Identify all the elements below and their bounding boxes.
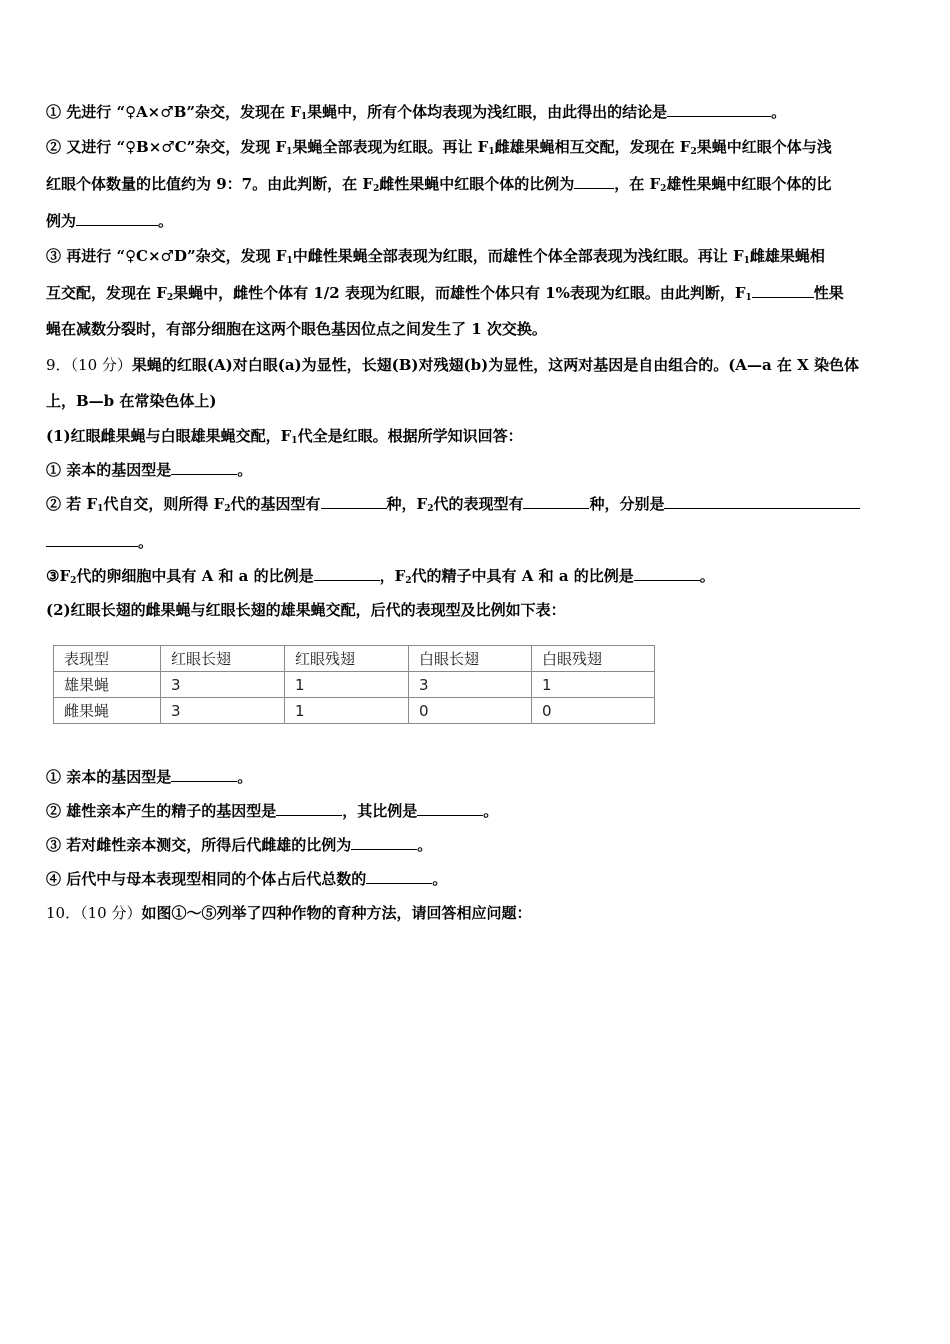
text: ③ 再进行 “♀C×♂D”杂交，发现 F	[46, 247, 287, 265]
text: 果蝇全部表现为红眼。再让 F	[292, 138, 489, 156]
text: 。	[771, 103, 787, 121]
table-header-row	[54, 646, 655, 672]
text: 上，B—b 在常染色体上)	[46, 392, 217, 410]
text: 。	[237, 768, 253, 786]
text: 中雌性果蝇全部表现为红眼，而雄性个体全部表现为浅红眼。再让 F	[292, 247, 744, 265]
subscript: 2	[70, 576, 77, 586]
subscript: 2	[372, 184, 380, 194]
text: 。	[237, 461, 253, 479]
text: ③ 若对雌性亲本测交，所得后代雌雄的比例为	[46, 836, 352, 854]
answer-blank[interactable]	[321, 494, 387, 509]
text: ① 亲本的基因型是	[46, 768, 172, 786]
text: 代的表现型有	[433, 495, 524, 513]
table-cell: 3	[161, 672, 285, 698]
table-header-cell: 白眼残翅	[532, 646, 655, 672]
q9-part1-heading	[46, 426, 906, 446]
text: 种，分别是	[589, 495, 665, 513]
subscript: 2	[166, 293, 174, 303]
text: 雌雄果蝇相互交配，发现在 F	[494, 138, 691, 156]
text: 。	[432, 870, 448, 888]
text: 蝇在减数分裂时，有部分细胞在这两个眼色基因位点之间发生了 1 次交换。	[46, 320, 547, 338]
text: 如图①～⑤列举了四种作物的育种方法，请回答相应问题：	[141, 904, 532, 922]
phenotype-table	[53, 645, 655, 724]
q9-intro-line-2	[46, 391, 906, 411]
answer-blank[interactable]	[634, 566, 700, 581]
subscript: 1	[743, 256, 750, 266]
answer-blank[interactable]	[667, 102, 771, 117]
text: ② 雄性亲本产生的精子的基因型是	[46, 802, 277, 820]
text: 。	[138, 533, 154, 551]
q8-line-5	[46, 246, 906, 266]
subscript: 1	[291, 436, 298, 446]
text: ② 又进行 “♀B×♂C”杂交，发现 F	[46, 138, 287, 156]
text: 种，F	[386, 495, 428, 513]
text: 果蝇的红眼(A)对白眼(a)为显性，长翅(B)对残翅(b)为显性，这两对基因是自由组合的。(A—a 在 X 染色体	[131, 356, 859, 374]
table-cell: 1	[532, 672, 655, 698]
q8-line-3	[46, 174, 906, 194]
answer-blank[interactable]	[574, 174, 614, 189]
table-cell: 0	[532, 698, 655, 724]
subscript: 1	[745, 293, 752, 303]
subscript: 2	[427, 504, 434, 514]
text: (1)红眼雌果蝇与白眼雄果蝇交配，F	[46, 427, 292, 445]
text: 果蝇中红眼个体与浅	[696, 138, 832, 156]
text: (2)红眼长翅的雌果蝇与红眼长翅的雄果蝇交配，后代的表现型及比例如下表：	[46, 601, 566, 619]
text: 果蝇中，雌性个体有 1/2 表现为红眼，而雄性个体只有 1%表现为红眼。由此判断，F	[173, 284, 746, 302]
table-header-cell: 白眼长翅	[409, 646, 532, 672]
q9-part1-item-2-cont	[46, 532, 906, 552]
q9-part1-item-2	[46, 494, 906, 514]
answer-blank[interactable]	[417, 801, 483, 816]
text: ，其比例是	[342, 802, 418, 820]
text: ，在 F	[614, 175, 661, 193]
answer-blank[interactable]	[314, 566, 380, 581]
text: ① 亲本的基因型是	[46, 461, 172, 479]
subscript: 1	[488, 147, 495, 157]
answer-blank[interactable]	[752, 283, 814, 298]
answer-blank[interactable]	[664, 494, 860, 509]
text: 代全是红眼。根据所学知识回答：	[297, 427, 523, 445]
q9-intro-line-1	[46, 355, 906, 375]
q8-line-7	[46, 319, 906, 339]
text: 例为	[46, 212, 77, 230]
q8-line-1	[46, 102, 906, 122]
q8-line-6	[46, 283, 906, 303]
q10-intro	[46, 903, 906, 923]
text: 。	[483, 802, 499, 820]
table-row	[54, 698, 655, 724]
q8-line-4	[46, 211, 906, 231]
q8-line-2	[46, 137, 906, 157]
q9-part2-item-3	[46, 835, 906, 855]
text: 果蝇中，所有个体均表现为浅红眼，由此得出的结论是	[307, 103, 668, 121]
question-number: 10．（10 分）	[46, 904, 142, 922]
answer-blank[interactable]	[46, 532, 138, 547]
answer-blank[interactable]	[366, 869, 432, 884]
text: ，F	[379, 567, 406, 585]
answer-blank[interactable]	[76, 211, 158, 226]
text: 雌雄果蝇相	[749, 247, 825, 265]
q9-part1-item-3	[46, 566, 906, 586]
subscript: 2	[660, 184, 667, 194]
text: 代的卵细胞中具有 A 和 a 的比例是	[76, 567, 314, 585]
q9-part2-heading	[46, 600, 906, 620]
table-cell: 0	[409, 698, 532, 724]
text: 性果	[813, 284, 844, 302]
question-number: 9．（10 分）	[46, 356, 132, 374]
subscript: 2	[690, 147, 697, 157]
subscript: 2	[224, 504, 231, 514]
table-cell: 雌果蝇	[54, 698, 161, 724]
subscript: 1	[286, 147, 293, 157]
answer-blank[interactable]	[171, 460, 237, 475]
subscript: 2	[405, 576, 412, 586]
text: ③F	[46, 567, 71, 585]
table-cell: 1	[285, 672, 409, 698]
text: 代自交，则所得 F	[103, 495, 225, 513]
text: 雄性果蝇中红眼个体的比	[666, 175, 832, 193]
q9-part2-item-2	[46, 801, 906, 821]
table-cell: 1	[285, 698, 409, 724]
answer-blank[interactable]	[351, 835, 417, 850]
text: ① 先进行 “♀A×♂B”杂交，发现在 F	[46, 103, 301, 121]
subscript: 1	[300, 112, 308, 122]
text: 红眼个体数量的比值约为 9：7。由此判断，在 F	[46, 175, 373, 193]
answer-blank[interactable]	[523, 494, 589, 509]
q9-part2-item-4	[46, 869, 906, 889]
table-cell: 3	[161, 698, 285, 724]
table-header-cell: 红眼残翅	[285, 646, 409, 672]
q9-part1-item-1	[46, 460, 906, 480]
text: ② 若 F	[46, 495, 98, 513]
text: 代的精子中具有 A 和 a 的比例是	[411, 567, 634, 585]
table-cell: 雄果蝇	[54, 672, 161, 698]
text: 互交配，发现在 F	[46, 284, 167, 302]
text: 雌性果蝇中红眼个体的比例为	[379, 175, 575, 193]
table-cell: 3	[409, 672, 532, 698]
text: 。	[417, 836, 433, 854]
answer-blank[interactable]	[171, 767, 237, 782]
text: 代的基因型有	[230, 495, 321, 513]
text: 。	[699, 567, 715, 585]
subscript: 1	[97, 504, 104, 514]
table-header-cell: 红眼长翅	[161, 646, 285, 672]
table-row	[54, 672, 655, 698]
text: ④ 后代中与母本表现型相同的个体占后代总数的	[46, 870, 367, 888]
subscript: 1	[286, 256, 293, 266]
answer-blank[interactable]	[276, 801, 342, 816]
text: 。	[158, 212, 174, 230]
q9-part2-item-1	[46, 767, 906, 787]
table-header-cell: 表现型	[54, 646, 161, 672]
